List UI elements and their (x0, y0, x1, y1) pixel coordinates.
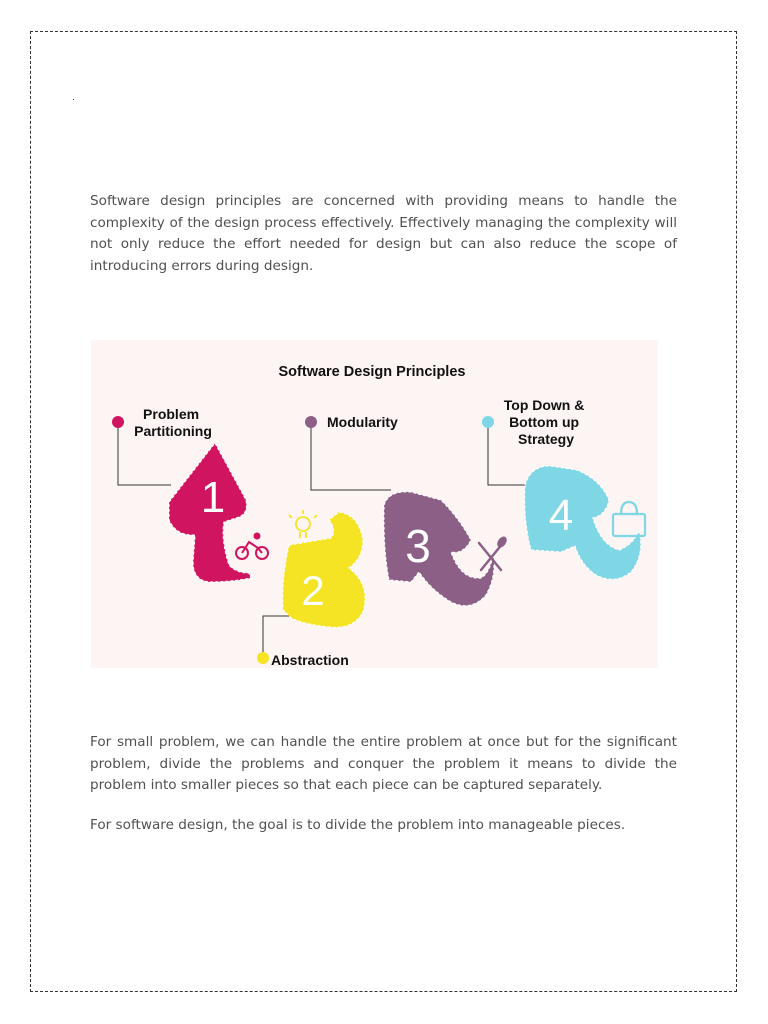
principle-3-number: 3 (405, 520, 431, 572)
infographic-title: Software Design Principles (278, 364, 466, 380)
bicycle-icon (236, 534, 268, 560)
principle-3-marker (305, 416, 317, 428)
principle-3-label: Modularity (327, 414, 398, 430)
principle-4-marker (482, 416, 494, 428)
principle-1-number: 1 (200, 473, 226, 522)
principle-2 (257, 510, 365, 668)
small-problem-paragraph: For small problem, we can handle the entire problem at once but for the significant problem, divide the problems and conquer the problem it means to divide the problem into smaller pieces so that each piece can be captured separately. (90, 734, 677, 793)
shopping-bag-icon (613, 502, 645, 536)
intro-paragraph: Software design principles are concerned with providing means to handle the complexity of the design process effectively. Effectively managing the complexity will not only reduce the effort needed for design but can also reduce the scope of introducing errors during design. (90, 193, 677, 274)
principle-4 (482, 397, 645, 579)
principle-4-label: Top Down & Bottom up Strategy (503, 397, 585, 447)
goal-paragraph: For software design, the goal is to divide the problem into manageable pieces. (90, 817, 626, 833)
principle-2-number: 2 (301, 567, 325, 614)
principles-infographic (91, 340, 658, 668)
principle-4-shape (525, 466, 641, 579)
principle-1 (112, 406, 268, 582)
principle-1-label: Problem Partitioning (134, 406, 212, 439)
principle-1-marker (112, 416, 124, 428)
stray-dot (73, 99, 74, 100)
principle-4-number: 4 (548, 491, 574, 540)
lightbulb-icon (289, 510, 317, 538)
principle-2-label: Abstraction (271, 652, 349, 668)
principle-3-shape (384, 492, 494, 606)
principle-2-marker (257, 652, 269, 664)
